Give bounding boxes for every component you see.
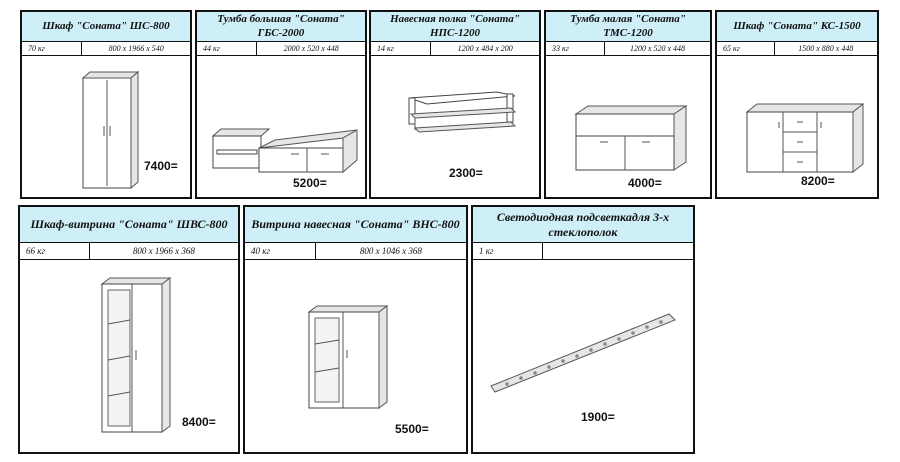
product-price: 4000=	[628, 176, 662, 190]
product-card-led-light	[471, 205, 695, 454]
product-weight: 40 кг	[245, 243, 316, 259]
product-title: Тумба большая "Соната" ГБС-2000	[197, 12, 365, 42]
product-dimensions	[543, 243, 693, 259]
product-title: Светодиодная подсветкадля 3-х стеклополок	[473, 207, 693, 243]
product-weight: 66 кг	[20, 243, 90, 259]
product-price: 5500=	[395, 422, 429, 436]
product-title: Навесная полка "Соната" НПС-1200	[371, 12, 539, 42]
spec-row	[245, 243, 466, 260]
product-card-shs-800	[20, 10, 192, 199]
product-title: Шкаф "Соната" КС-1500	[717, 12, 877, 42]
product-image-area	[197, 56, 365, 197]
product-title: Тумба малая "Соната" ТМС-1200	[546, 12, 710, 42]
wardrobe-drawing	[22, 56, 190, 197]
product-image-area	[473, 260, 693, 452]
product-weight: 33 кг	[546, 42, 605, 55]
product-price: 2300=	[449, 166, 483, 180]
spec-row	[473, 243, 693, 260]
product-card-nps-1200	[369, 10, 541, 199]
product-price: 5200=	[293, 176, 327, 190]
product-dimensions: 2000 x 520 x 448	[283, 44, 339, 53]
product-title: Шкаф-витрина "Соната" ШВС-800	[20, 207, 238, 243]
spec-row	[22, 42, 190, 56]
product-price: 8400=	[182, 415, 216, 429]
product-weight: 65 кг	[717, 42, 775, 55]
product-weight: 14 кг	[371, 42, 431, 55]
cabinet-drawing	[717, 56, 877, 197]
product-price: 1900=	[581, 410, 615, 424]
product-price: 7400=	[144, 159, 178, 173]
product-image-area	[371, 56, 539, 197]
spec-row	[20, 243, 238, 260]
product-image-area	[245, 260, 466, 452]
product-card-gbs-2000	[195, 10, 367, 199]
product-weight: 44 кг	[197, 42, 257, 55]
product-weight: 1 кг	[473, 243, 543, 259]
product-image-area	[20, 260, 238, 452]
product-image-area	[546, 56, 710, 197]
product-dimensions: 1200 x 484 x 200	[457, 44, 513, 53]
tv-stand-large-drawing	[197, 56, 365, 197]
product-price: 8200=	[801, 174, 835, 188]
product-dimensions: 800 x 1046 x 368	[359, 246, 422, 256]
product-dimensions: 1500 x 880 x 448	[798, 44, 854, 53]
product-title: Витрина навесная "Соната" ВНС-800	[245, 207, 466, 243]
product-card-shvs-800	[18, 205, 240, 454]
spec-row	[197, 42, 365, 56]
product-weight: 70 кг	[22, 42, 82, 55]
product-card-tms-1200	[544, 10, 712, 199]
product-card-ks-1500	[715, 10, 879, 199]
spec-row	[371, 42, 539, 56]
led-strip-drawing	[473, 260, 693, 454]
product-image-area	[717, 56, 877, 197]
wall-display-drawing	[245, 260, 466, 454]
product-title: Шкаф "Соната" ШС-800	[22, 12, 190, 42]
product-dimensions: 800 x 1966 x 368	[132, 246, 195, 256]
product-dimensions: 800 x 1966 x 540	[108, 44, 164, 53]
product-dimensions: 1200 x 520 x 448	[629, 44, 686, 53]
product-card-vns-800	[243, 205, 468, 454]
product-image-area	[22, 56, 190, 197]
spec-row	[546, 42, 710, 56]
spec-row	[717, 42, 877, 56]
